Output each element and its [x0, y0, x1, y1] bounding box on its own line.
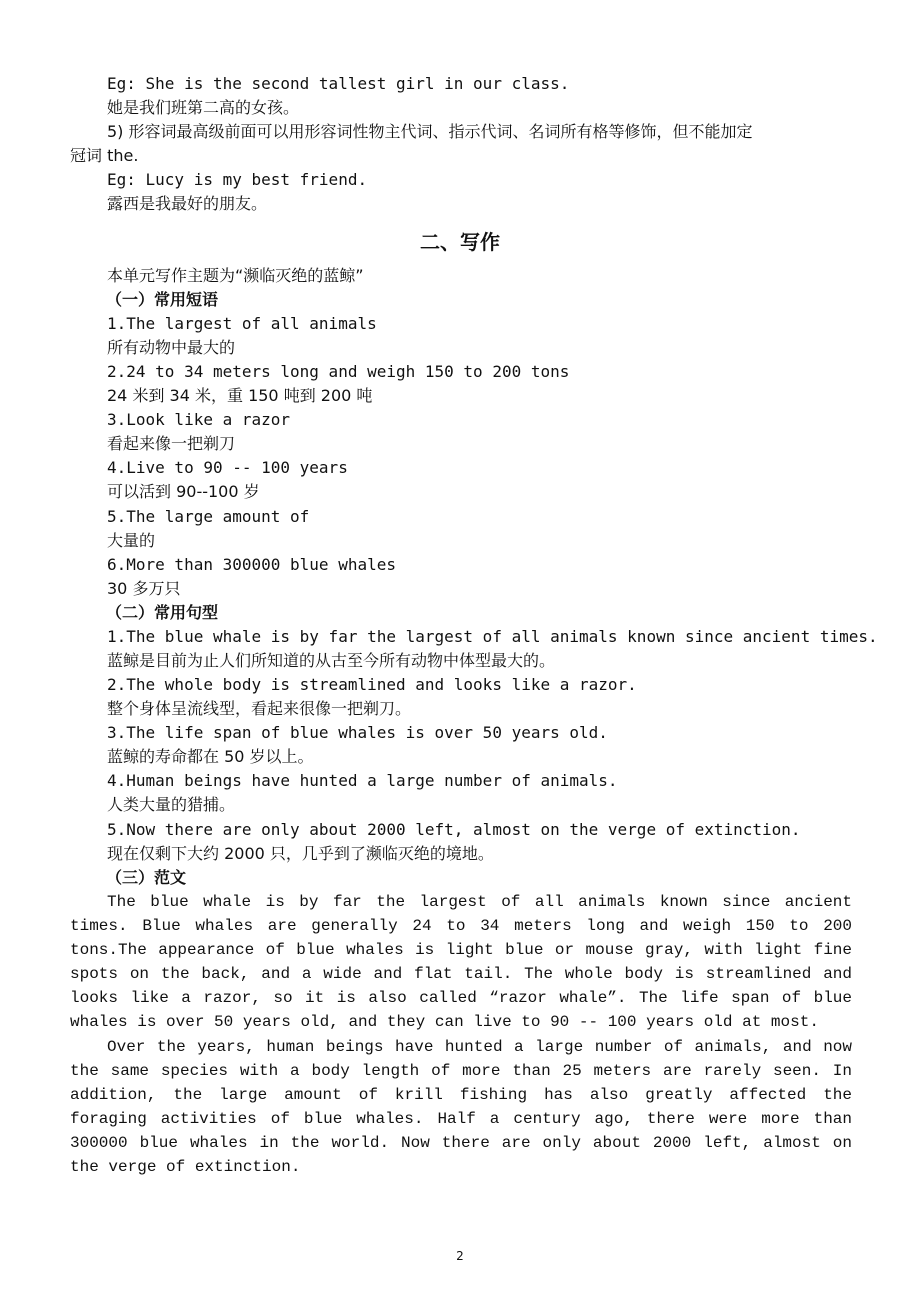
- phrase-en: 4.Live to 90 -- 100 years: [107, 458, 348, 477]
- sentence-zh: 人类大量的猎捕。: [107, 795, 236, 814]
- phrase-zh: 大量的: [107, 531, 156, 550]
- sentence-en: 3.The life span of blue whales is over 50 years old.: [107, 723, 608, 742]
- sentence-en: 5.Now there are only about 2000 left, almost on the verge of extinction.: [107, 820, 801, 839]
- phrase-en: 1.The largest of all animals: [107, 314, 377, 333]
- sentence-en: 2.The whole body is streamlined and looks like a razor.: [107, 675, 637, 694]
- phrase-zh: 24 米到 34 米，重 150 吨到 200 吨: [107, 386, 373, 405]
- phrase-en: 3.Look like a razor: [107, 410, 291, 429]
- phrase-zh: 30 多万只: [107, 579, 181, 598]
- grammar-rule-5: 5) 形容词最高级前面可以用形容词性物主代词、指示代词、名词所有格等修饰，但不能加定: [107, 122, 753, 141]
- sentence-zh: 蓝鲸是目前为止人们所知道的从古至今所有动物中体型最大的。: [107, 651, 556, 670]
- grammar-rule-5-continued: 冠词 the.: [70, 146, 139, 165]
- example-translation: 她是我们班第二高的女孩。: [107, 98, 300, 117]
- essay-paragraph-1: The blue whale is by far the largest of all animals known since ancient times. Blue whales are generally 24 to 34 meters long and weigh 150 to 200 tons.The appearance of blue whales is light blue or mouse gray, with light fine spots on the back, and a wide and flat tail. The whole body is streamlined and looks like a razor, so it is also called “razor whale”. The life span of blue whales is over 50 years old, and they can live to 90 -- 100 years old at most.: [70, 893, 852, 1032]
- sentence-zh: 蓝鲸的寿命都在 50 岁以上。: [107, 747, 314, 766]
- sentence-en: 4.Human beings have hunted a large number of animals.: [107, 771, 618, 790]
- example-translation: 露西是我最好的朋友。: [107, 194, 268, 213]
- sentences-heading: （二）常用句型: [106, 603, 219, 622]
- phrases-heading: （一）常用短语: [106, 290, 219, 309]
- phrase-en: 5.The large amount of: [107, 507, 310, 526]
- phrase-zh: 看起来像一把剃刀: [107, 434, 236, 453]
- sentence-zh: 现在仅剩下大约 2000 只，几乎到了濒临灭绝的境地。: [107, 844, 494, 863]
- sentence-en: 1.The blue whale is by far the largest of all animals known since ancient times.: [107, 627, 878, 646]
- page-number: 2: [456, 1249, 464, 1263]
- essay-heading: （三）范文: [106, 868, 187, 887]
- example-sentence: Eg: She is the second tallest girl in our class.: [107, 74, 570, 93]
- sentence-zh: 整个身体呈流线型，看起来很像一把剃刀。: [107, 699, 412, 718]
- phrase-en: 6.More than 300000 blue whales: [107, 555, 396, 574]
- example-sentence: Eg: Lucy is my best friend.: [107, 170, 368, 189]
- phrase-en: 2.24 to 34 meters long and weigh 150 to 200 tons: [107, 362, 570, 381]
- phrase-zh: 可以活到 90--100 岁: [107, 482, 260, 501]
- section-title: 二、写作: [420, 230, 500, 254]
- essay-paragraph-2: Over the years, human beings have hunted a large number of animals, and now the same species with a body length of more than 25 meters are rarely seen. In addition, the large amount of krill fishing has also greatly affected the foraging activities of blue whales. Half a century ago, there were more than 300000 blue whales in the world. Now there are only about 2000 left, almost on the verge of extinction.: [70, 1038, 852, 1177]
- writing-topic-intro: 本单元写作主题为“濒临灭绝的蓝鲸”: [107, 266, 364, 285]
- phrase-zh: 所有动物中最大的: [107, 338, 236, 357]
